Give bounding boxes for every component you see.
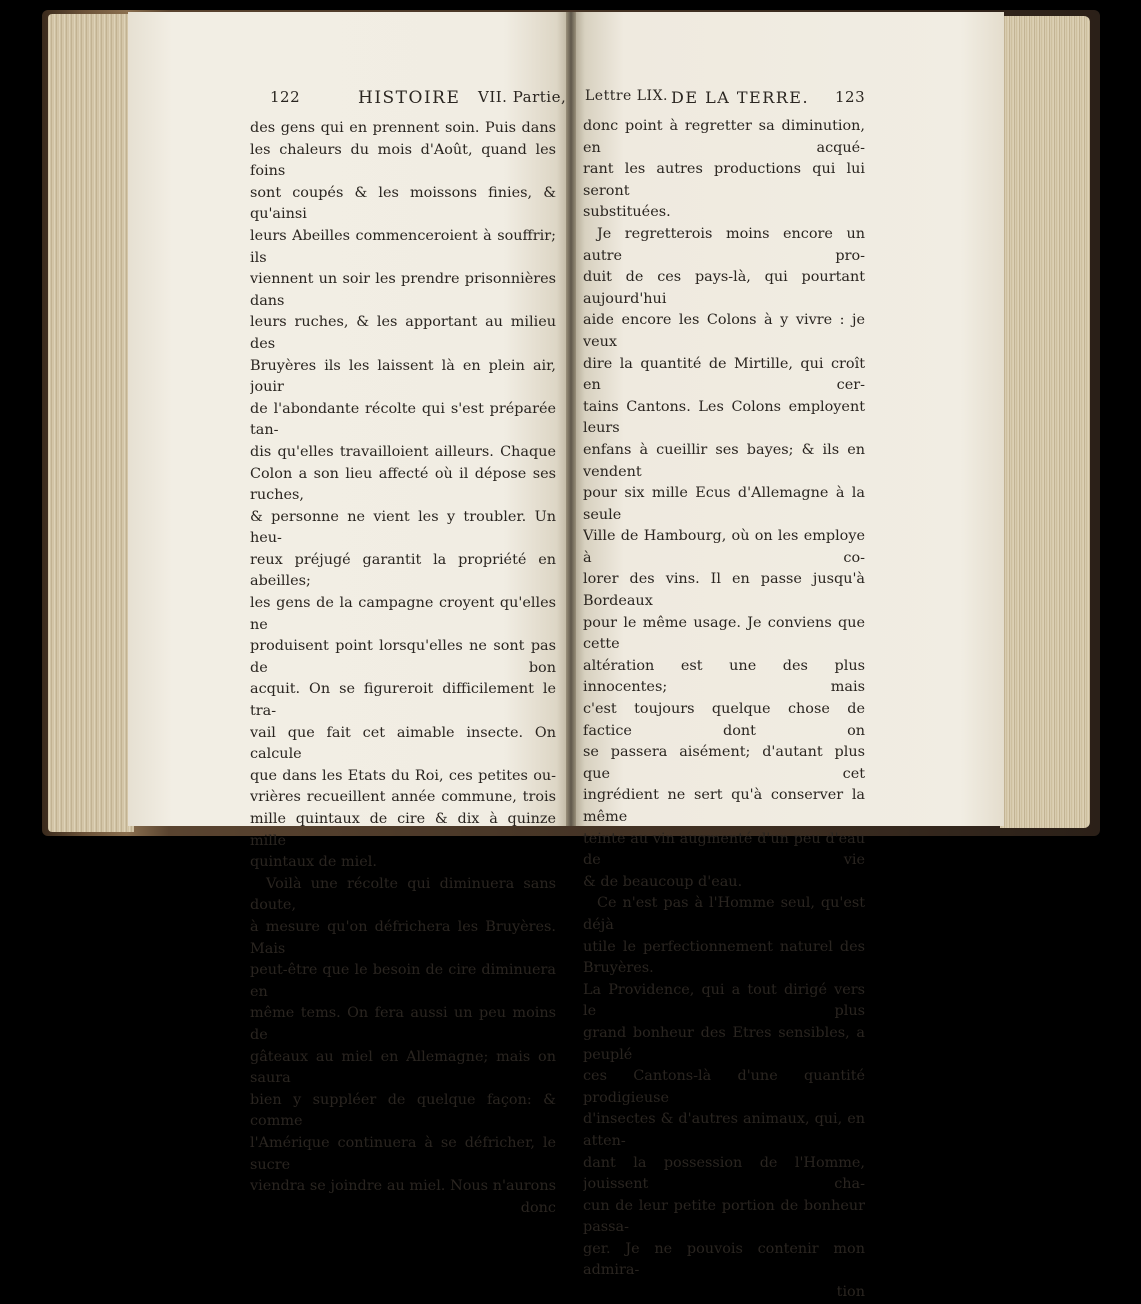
text-line: vrières recueillent année commune, trois [250,789,556,806]
text-line: quintaux de miel. [250,854,377,871]
text-line: pour le même usage. Je conviens que cette [583,614,865,653]
text-line: gâteaux au miel en Allemagne; mais on saura [250,1048,556,1087]
page-edges-left [48,14,134,832]
text-line: ger. Je ne pouvois contenir mon admira- [583,1240,865,1279]
text-line: dis qu'elles travailloient ailleurs. Chaque [250,443,556,460]
text-line: mille quintaux de cire & dix à quinze mille [250,811,556,849]
text-line: des gens qui en prennent soin. Puis dans [250,120,556,136]
text-line: les chaleurs du mois d'Août, quand les foins [250,141,556,180]
text-line: aide encore les Colons à y vivre : je veux [583,312,865,350]
text-line: altération est une des plus innocentes; mais [583,657,865,696]
left-page-header [270,88,567,110]
text-line: produisent point lorsqu'elles ne sont pas de bon [250,638,556,676]
text-line: que dans les Etats du Roi, ces petites ou- [250,767,556,784]
text-line: dire la quantité de Mirtille, qui croît en cer- [583,355,865,394]
book-gutter [566,12,576,826]
text-line: Voilà une récolte qui diminuera sans doute, [250,875,556,914]
text-line: Colon a son lieu affecté où il dépose ses ruches, [250,465,556,504]
left-running-title: HISTOIRE [358,88,461,108]
text-line: Ce n'est pas à l'Homme seul, qu'est déjà [583,895,865,933]
catchword: tion [836,1284,865,1301]
text-line: utile le perfectionnement naturel des Bruyères. [583,938,865,977]
right-page-header [585,88,865,110]
left-page-number: 122 [270,88,301,106]
text-line: d'insectes & d'autres animaux, qui, en atten- [583,1111,865,1149]
text-line: duit de ces pays-là, qui pourtant aujourd'hui [583,269,865,307]
catchword: donc [520,1199,556,1216]
text-line: leurs ruches, & les apportant au milieu des [250,314,556,352]
text-line: ingrédient ne sert qu'à conserver la même [583,787,865,825]
text-line: acquit. On se figureroit difficilement le tra- [250,681,556,720]
text-line: tains Cantons. Les Colons employent leurs [583,398,865,437]
text-line: c'est toujours quelque chose de factice dont on [583,701,865,739]
text-line: donc point à regretter sa diminution, en acqué- [583,118,865,156]
text-line: Je regretterois moins encore un autre pro- [583,225,865,264]
text-line: se passera aisément; d'autant plus que cet [583,744,865,782]
text-line: les gens de la campagne croyent qu'elles ne [250,595,556,633]
text-line: même tems. On fera aussi un peu moins de [250,1005,556,1043]
text-line: sont coupés & les moissons finies, & qu'ainsi [250,184,556,223]
right-page-number: 123 [835,88,866,106]
text-line: viendra se joindre au miel. Nous n'aurons [250,1178,556,1195]
text-line: viennent un soir les prendre prisonnières dans [250,271,556,309]
text-line: reux préjugé garantit la propriété en abeilles; [250,551,556,590]
left-section-label: VII. Partie, [478,88,567,106]
text-line: lorer des vins. Il en passe jusqu'à Bordeaux [583,571,865,610]
text-line: l'Amérique continuera à se défricher, le sucre [250,1134,556,1173]
text-line: dant la possession de l'Homme, jouissent cha- [583,1154,865,1193]
text-line: de l'abondante récolte qui s'est préparée tan- [250,400,556,439]
text-line: teinte au vin augmenté d'un peu d'eau de vie [583,830,865,869]
text-line: & personne ne vient les y troubler. Un heu- [250,508,556,547]
text-line: vail que fait cet aimable insecte. On calcule [250,724,556,763]
text-line: à mesure qu'on défrichera les Bruyères. Mais [250,918,556,957]
text-line: peut-être que le besoin de cire diminuera en [250,962,556,1000]
right-running-title: DE LA TERRE. [671,88,810,107]
text-line: Ville de Hambourg, où on les employe à co- [583,528,865,566]
text-line: Bruyères ils les laissent là en plein air, jouir [250,357,556,396]
text-line: bien y suppléer de quelque façon: & comme [250,1091,556,1130]
text-line: ces Cantons-là d'une quantité prodigieuse [583,1068,865,1106]
text-line: La Providence, qui a tout dirigé vers le plus [583,981,865,1020]
text-line: pour six mille Ecus d'Allemagne à la seule [583,485,865,523]
text-line: enfans à cueillir ses bayes; & ils en vendent [583,441,865,480]
text-line: cun de leur petite portion de bonheur passa- [583,1197,865,1236]
text-line: grand bonheur des Etres sensibles, a peuplé [583,1024,865,1063]
right-page-text [583,116,865,1304]
text-line: & de beaucoup d'eau. [583,873,743,890]
page-edges-right [1000,16,1090,828]
right-section-label: Lettre LIX. [585,88,669,104]
text-line: rant les autres productions qui lui seront [583,161,865,199]
left-page-text [250,118,556,1219]
text-line: substituées. [583,204,671,221]
text-line: leurs Abeilles commenceroient à souffrir; ils [250,227,556,266]
